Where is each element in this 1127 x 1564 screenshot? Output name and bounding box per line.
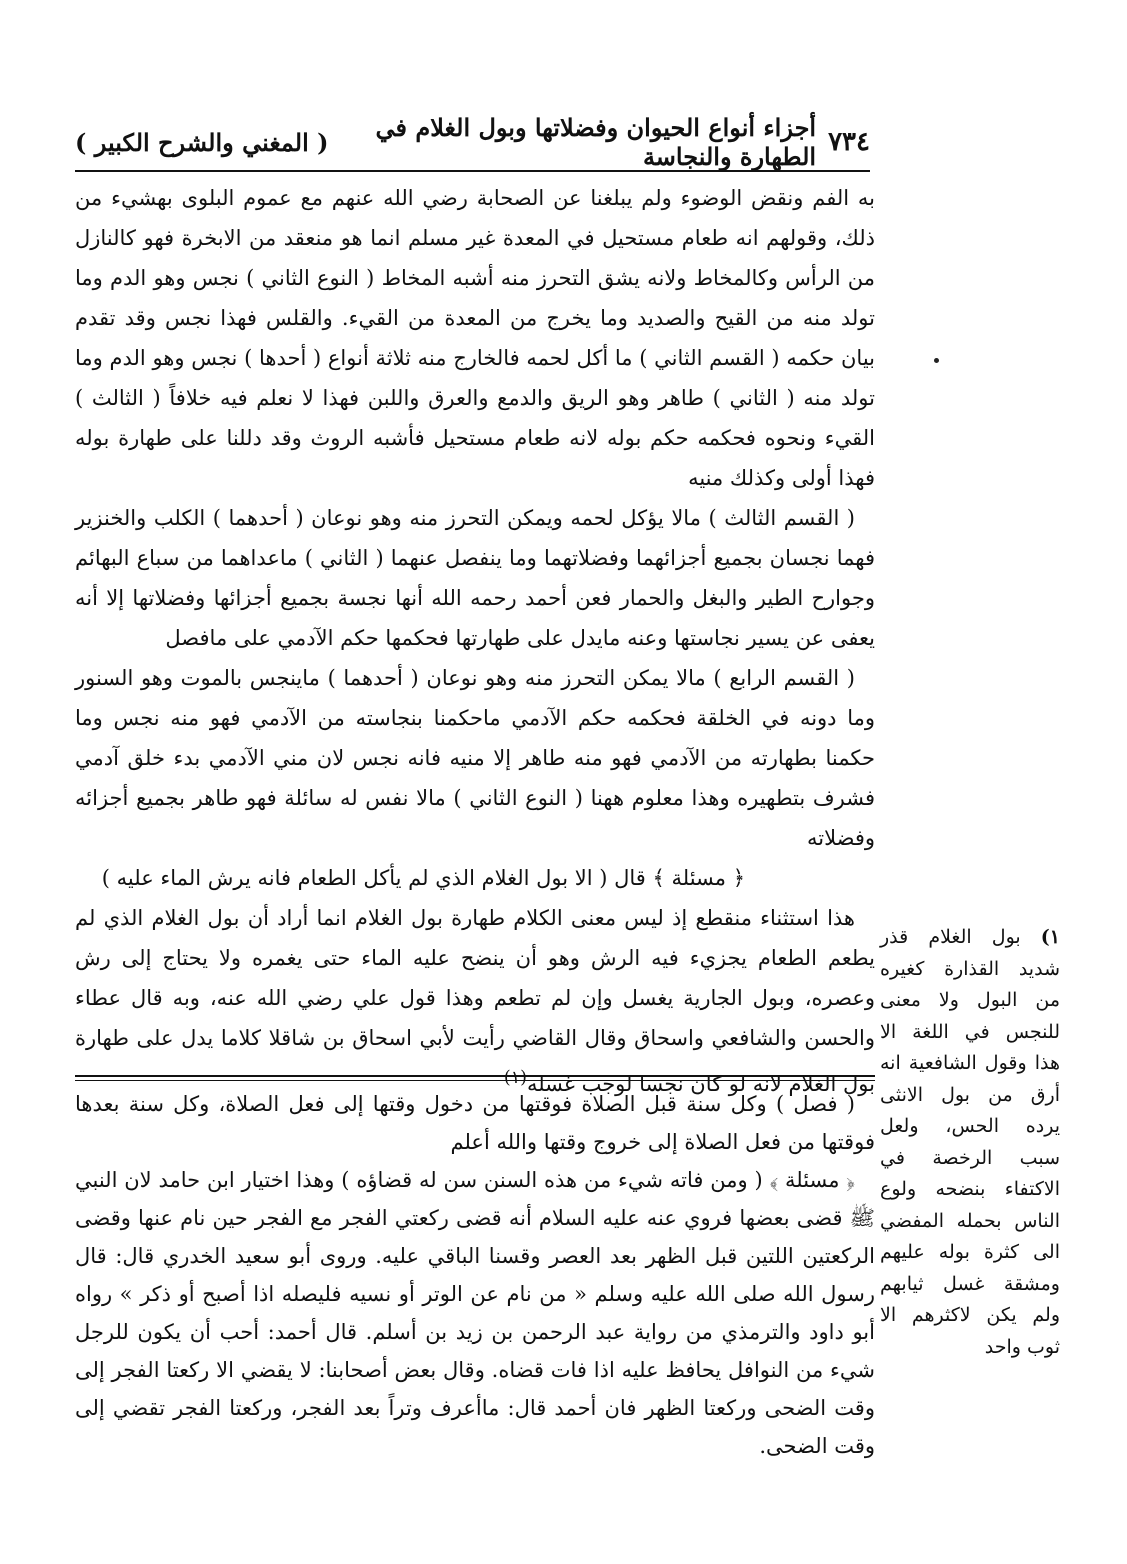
header-rule <box>75 170 870 172</box>
page-number: ٧٣٤ <box>828 127 870 157</box>
paragraph: به الفم ونقض الوضوء ولم يبلغنا عن الصحابة رضي الله عنهم مع عموم البلوى بهشيء من ذلك، وقولهم انه طعام مستحيل في المعدة غير مسلم انما هو منعقد من الابخرة فهو كالنازل من الرأس وكالمخاط ولانه يشق التحرز منه أشبه المخاط ( النوع الثاني ) نجس وهو الدم وما تولد منه من القيح والصديد وما يخرج من المعدة من القيء. والقلس فهذا نجس وقد تقدم بيان حكمه ( القسم الثاني ) ما أكل لحمه فالخارج منه ثلاثة أنواع ( أحدها ) نجس وهو الدم وما تولد منه ( الثاني ) طاهر وهو الريق والدمع والعرق واللبن فهذا لا نعلم فيه خلافاً ( الثالث ) القيء ونحوه فحكمه حكم بوله لانه طعام مستحيل فأشبه الروث وقد دللنا على طهارة بوله فهذا أولى وكذلك منيه <box>75 186 875 490</box>
book-title: ( المغني والشرح الكبير ) <box>75 127 329 157</box>
section-divider <box>75 1075 875 1081</box>
commentary-paragraph <box>75 898 875 1104</box>
paragraph: ( فصل ) وكل سنة قبل الصلاة فوقتها من دخول وقتها إلى فعل الصلاة، وكل سنة بعدها فوقتها من فعل الصلاة إلى خروج وقتها والله أعلم <box>75 1092 875 1154</box>
running-title: أجزاء أنواع الحيوان وفضلاتها وبول الغلام في الطهارة والنجاسة <box>375 113 817 171</box>
margin-dot <box>934 358 939 363</box>
main-text <box>75 178 875 1104</box>
lower-text <box>75 1085 875 1465</box>
commentary-text: هذا استثناء منقطع إذ ليس معنى الكلام طهارة بول الغلام انما أراد أن بول الغلام الذي لم يطعم الطعام يجزيء فيه الرش وهو أن ينضح عليه الماء حتى يغمره ولا يحتاج إلى رش وعصره، وبول الجارية يغسل وإن لم تطعم وهذا قول علي رضي الله عنه، وبه قال عطاء والحسن والشافعي واسحاق وقال القاضي رأيت لأبي اسحاق بن شاقلا كلاما يدل على طهارة بول الغلام لانه لو كان نجسا لوجب غسله <box>75 906 875 1096</box>
page-header <box>75 113 870 171</box>
footnote-ref: (١) <box>503 1068 527 1088</box>
footnote-text: بول الغلام قذر شديد القذارة كغيره من البول ولا معنى للنجس في اللغة الا هذا وقول الشافعية انه أرق من بول الانثى يرده الحس، ولعل سبب الرخصة في الاكتفاء بنضحه ولوع الناس بحمله المفضي الى كثرة بوله عليهم ومشقة غسل ثيابهم ولم يكن لاكثرهم الا ثوب واحد <box>880 926 1060 1358</box>
margin-footnote <box>880 922 1060 1363</box>
paragraph: ( القسم الثالث ) مالا يؤكل لحمه ويمكن التحرز منه وهو نوعان ( أحدهما ) الكلب والخنزير فهما نجسان بجميع أجزائهما وفضلاتهما وما ينفصل عنهما ( الثاني ) ماعداهما من سباع البهائم وجوارح الطير والبغل والحمار فعن أحمد رحمه الله أنها نجسة بجميع أجزائها وفضلاتها إلا أنه يعفى عن يسير نجاستها وعنه مايدل على طهارتها فحكمها حكم الآدمي على مافصل <box>75 506 875 650</box>
footnote-marker: ١) <box>1040 926 1060 948</box>
paragraph: ﴿ مسئلة ﴾ ( ومن فاته شيء من هذه السنن سن له قضاؤه ) وهذا اختيار ابن حامد لان النبي ﷺ قضى بعضها فروي عنه عليه السلام أنه قضى ركعتي الفجر مع الفجر حين نام عنها وقضى الركعتين اللتين قبل الظهر بعد العصر وقسنا الباقي عليه. وروى أبو سعيد الخدري قال: قال رسول الله صلى الله عليه وسلم « من نام عن الوتر أو نسيه فليصله اذا أصبح أو ذكر » رواه أبو داود والترمذي من رواية عبد الرحمن بن زيد بن أسلم. قال أحمد: أحب أن يكون للرجل شيء من النوافل يحافظ عليه اذا فات قضاه. وقال بعض أصحابنا: لا يقضي الا ركعتا الفجر إلى وقت الضحى وركعتا الظهر فان أحمد قال: ماأعرف وتراً بعد الفجر، وركعتا الفجر تقضي إلى وقت الضحى. <box>75 1168 875 1458</box>
paragraph: ( القسم الرابع ) مالا يمكن التحرز منه وهو نوعان ( أحدهما ) ماينجس بالموت وهو السنور وما دونه في الخلقة فحكمه حكم الآدمي ماحكمنا بنجاسته من الآدمي فهو منه نجس وما حكمنا بطهارته من الآدمي فهو منه طاهر إلا منيه فانه نجس لان مني الآدمي بدء خلق آدمي فشرف بتطهيره وهذا معلوم ههنا ( النوع الثاني ) مالا نفس له سائلة فهو طاهر بجميع أجزائه وفضلاته <box>75 666 875 850</box>
issue-heading: ﴿ مسئلة ﴾ قال ( الا بول الغلام الذي لم يأكل الطعام فانه يرش الماء عليه ) <box>101 866 745 890</box>
